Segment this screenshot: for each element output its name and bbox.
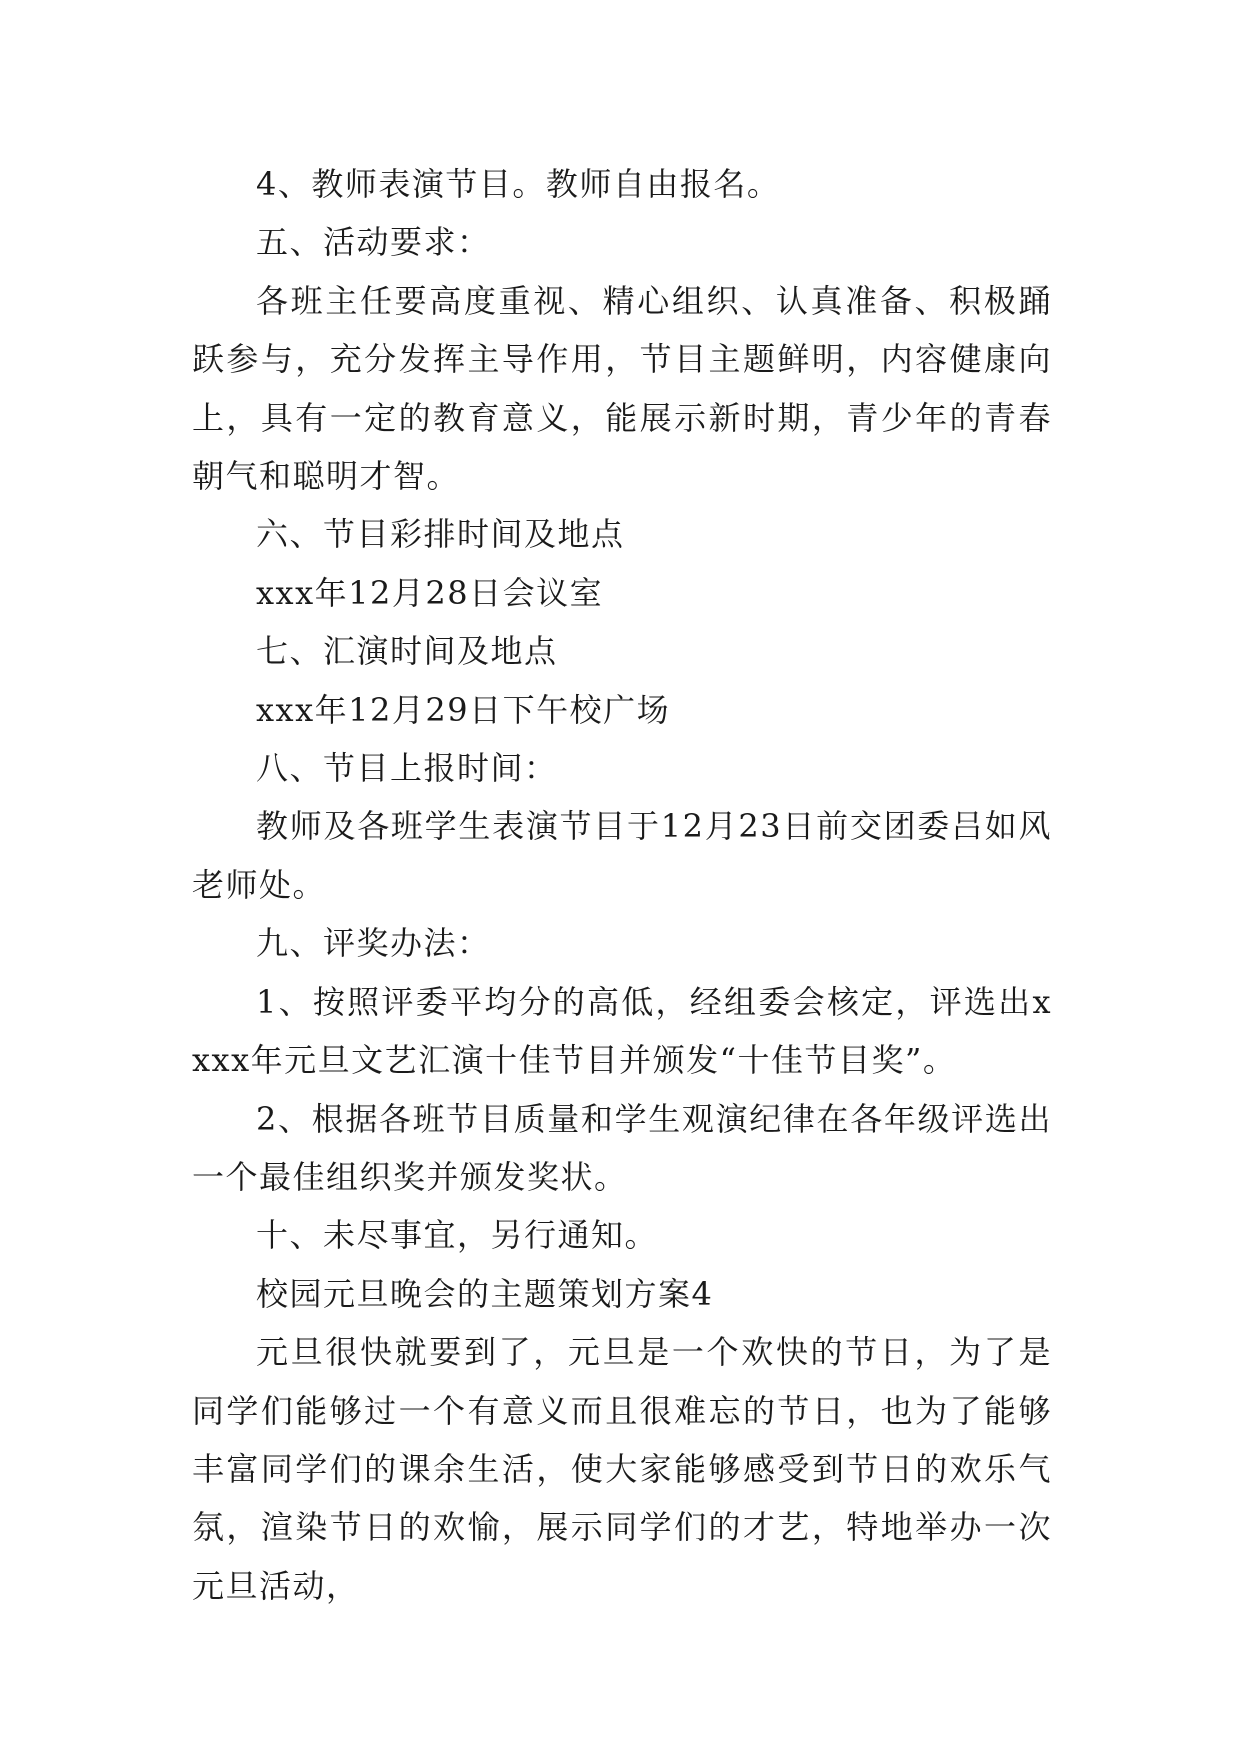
award-rule-1: 1、按照评委平均分的高低，经组委会核定，评选出xxxx年元旦文艺汇演十佳节目并颁发“十佳节目奖”。 <box>192 982 1052 1080</box>
rehearsal-time-place: xxx年12月28日会议室 <box>256 573 604 612</box>
intro-paragraph: 元旦很快就要到了，元旦是一个欢快的节日，为了是同学们能够过一个有意义而且很难忘的节日，也为了能够丰富同学们的课余生活，使大家能够感受到节日的欢乐气氛，渲染节日的欢愉，展示同学们的才艺，特地举办一次元旦活动， <box>192 1333 1052 1605</box>
teacher-performance-item: 4、教师表演节目。教师自由报名。 <box>256 165 781 203</box>
document-body <box>192 155 1052 1615</box>
submission-paragraph: 教师及各班学生表演节目于12月23日前交团委吕如风老师处。 <box>192 807 1052 904</box>
section-heading-performance: 七、汇演时间及地点 <box>256 632 558 671</box>
requirements-paragraph: 各班主任要高度重视、精心组织、认真准备、积极踊跃参与，充分发挥主导作用，节目主题鲜明，内容健康向上，具有一定的教育意义，能展示新时期，青少年的青春朝气和聪明才智。 <box>192 281 1052 496</box>
section-heading-submission: 八、节目上报时间： <box>256 749 558 788</box>
plan-title: 校园元旦晚会的主题策划方案4 <box>256 1274 714 1313</box>
performance-time-place: xxx年12月29日下午校广场 <box>256 690 671 729</box>
section-heading-awards: 九、评奖办法： <box>256 924 491 963</box>
section-heading-rehearsal: 六、节目彩排时间及地点 <box>256 515 625 554</box>
award-rule-2: 2、根据各班节目质量和学生观演纪律在各年级评选出一个最佳组织奖并颁发奖状。 <box>192 1099 1052 1196</box>
section-heading-requirements: 五、活动要求： <box>256 223 491 262</box>
section-heading-misc: 十、未尽事宜，另行通知。 <box>256 1216 659 1255</box>
